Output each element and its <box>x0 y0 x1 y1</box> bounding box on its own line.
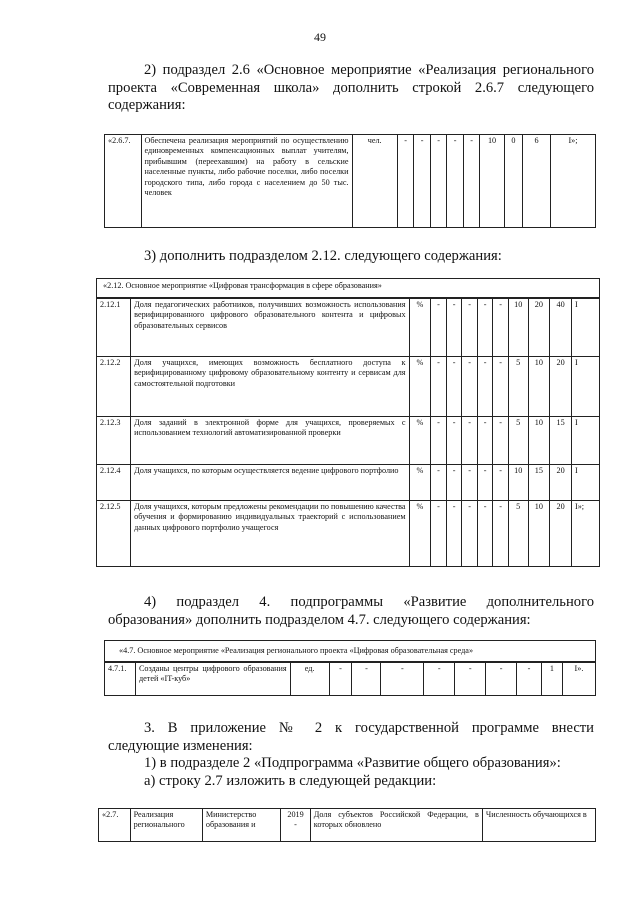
row-number: 2.12.4 <box>97 465 131 501</box>
row-value: - <box>329 663 352 696</box>
paragraph-appendix-2 <box>108 720 594 790</box>
row-period-end: - <box>294 820 297 830</box>
row-unit: % <box>409 357 431 417</box>
row-value: - <box>431 465 447 501</box>
row-unit: % <box>409 299 431 357</box>
table-row <box>97 357 600 417</box>
row-value: - <box>462 357 478 417</box>
table-2-12 <box>96 298 600 567</box>
row-executor: Министерство образования и <box>202 809 280 842</box>
row-value: - <box>424 663 455 696</box>
row-name: Реализация регионального <box>130 809 202 842</box>
row-period-start: 2019 <box>287 810 304 819</box>
table-4-7 <box>104 662 596 696</box>
row-value: - <box>493 501 509 567</box>
row-value: 10 <box>508 465 528 501</box>
row-number: 2.12.5 <box>97 501 131 567</box>
row-description: Доля учащихся, по которым осуществляется ведение цифрового портфолио <box>131 465 409 501</box>
row-value: 10 <box>528 357 550 417</box>
table-row <box>99 809 596 842</box>
table-row-2-6-7 <box>104 134 596 228</box>
row-value: - <box>430 135 447 228</box>
table-row <box>97 465 600 501</box>
row-unit: % <box>409 417 431 465</box>
row-value: 20 <box>550 357 572 417</box>
row-description: Доля заданий в электронной форме для учащихся, проверяемых с использованием технологий автоматизированной проверки <box>131 417 409 465</box>
para4-line-1: 3. В приложение № 2 к государственной программе внести <box>144 720 594 736</box>
para1-line-3: содержания: <box>108 97 186 114</box>
row-number: «2.6.7. <box>105 135 142 228</box>
para4-line-3: 1) в подразделе 2 «Подпрограмма «Развитие общего образования»: <box>144 755 561 772</box>
row-value: - <box>463 135 480 228</box>
row-value: - <box>414 135 431 228</box>
row-unit: % <box>409 501 431 567</box>
row-value: - <box>446 501 462 567</box>
row-value: 1 <box>542 663 563 696</box>
row-number: «2.7. <box>99 809 131 842</box>
row-number: 2.12.3 <box>97 417 131 465</box>
row-value: - <box>517 663 542 696</box>
row-value: 20 <box>528 299 550 357</box>
row-value: - <box>493 357 509 417</box>
paragraph-add-2-12: 3) дополнить подразделом 2.12. следующего содержания: <box>144 248 502 264</box>
row-value: - <box>462 299 478 357</box>
row-value: 5 <box>508 357 528 417</box>
row-value: 10 <box>508 299 528 357</box>
row-value: 10 <box>528 501 550 567</box>
table-row <box>97 501 600 567</box>
row-description: Обеспечена реализация мероприятий по осуществлению единовременных компенсационных выплат учителям, прибывшим (переехавшим) на работу в сельские населенные пункты, либо рабочие поселки, либо поселки городского типа, либо города с населением до 50 тыс. человек <box>141 135 352 228</box>
row-value: - <box>493 417 509 465</box>
row-value: - <box>477 299 493 357</box>
row-value: - <box>431 417 447 465</box>
row-value: - <box>446 357 462 417</box>
row-value: 10 <box>528 417 550 465</box>
row-value: - <box>462 501 478 567</box>
table-row <box>97 299 600 357</box>
row-value: - <box>446 299 462 357</box>
row-unit: ед. <box>290 663 329 696</box>
row-unit: % <box>409 465 431 501</box>
table-2-7 <box>98 808 596 842</box>
row-value: - <box>431 299 447 357</box>
row-end-marker: I <box>571 299 599 357</box>
row-number: 4.7.1. <box>105 663 136 696</box>
table-2-12-header: «2.12. Основное мероприятие «Цифровая трансформация в сфере образования» <box>96 278 600 298</box>
row-end-marker: I <box>571 357 599 417</box>
paragraph-subsection-4 <box>108 594 594 629</box>
row-value: - <box>477 465 493 501</box>
row-value: 0 <box>504 135 522 228</box>
page-number: 49 <box>314 30 326 44</box>
row-period <box>281 809 311 842</box>
row-value: - <box>397 135 414 228</box>
row-value: - <box>493 299 509 357</box>
row-end-marker: I <box>571 417 599 465</box>
row-value: 20 <box>550 501 572 567</box>
row-description: Доля учащихся, имеющих возможность бесплатного доступа к верифицированному цифровому образовательному контенту и сервисам для самостоятельной подготовки <box>131 357 409 417</box>
para1-line-1: 2) подраздел 2.6 «Основное мероприятие «Реализация регионального <box>144 62 594 78</box>
row-value: - <box>455 663 486 696</box>
row-unit: чел. <box>352 135 397 228</box>
row-description: Доля педагогических работников, получивших возможность использования верифицированного цифрового образовательного контента и цифровых образовательных сервисов <box>131 299 409 357</box>
row-value: - <box>352 663 381 696</box>
para4-line-4: а) строку 2.7 изложить в следующей редакции: <box>144 772 437 789</box>
para3-line-2: образования» дополнить подразделом 4.7. следующего содержания: <box>108 611 531 628</box>
row-value: 15 <box>528 465 550 501</box>
row-value: - <box>431 501 447 567</box>
row-number: 2.12.1 <box>97 299 131 357</box>
row-value: - <box>462 465 478 501</box>
row-target: Численность обучающихся в <box>482 809 595 842</box>
row-value: - <box>486 663 517 696</box>
paragraph-subsection-2-6 <box>108 62 594 115</box>
row-value: - <box>447 135 464 228</box>
para1-line-2: проекта «Современная школа» дополнить строкой 2.6.7 следующего <box>108 79 594 96</box>
row-value: 5 <box>508 501 528 567</box>
row-number: 2.12.2 <box>97 357 131 417</box>
table-4-7-header: «4.7. Основное мероприятие «Реализация регионального проекта «Цифровая образовательная среда» <box>104 640 596 662</box>
table-row <box>97 417 600 465</box>
para3-line-1: 4) подраздел 4. подпрограммы «Развитие дополнительного <box>144 594 594 610</box>
row-value: 10 <box>480 135 504 228</box>
row-end-marker: I»; <box>551 135 596 228</box>
para4-line-2: следующие изменения: <box>108 737 253 754</box>
row-value: - <box>462 417 478 465</box>
row-end-marker: I <box>571 465 599 501</box>
row-value: - <box>446 417 462 465</box>
row-value: - <box>477 417 493 465</box>
row-value: - <box>381 663 424 696</box>
row-value: - <box>477 357 493 417</box>
table-row <box>105 663 596 696</box>
row-description: Доля учащихся, которым предложены рекомендации по повышению качества обучения и формированию индивидуальных траекторий с использованием данных цифрового портфолио учащегося <box>131 501 409 567</box>
row-value: 40 <box>550 299 572 357</box>
row-end-marker: I»; <box>571 501 599 567</box>
row-description: Созданы центры цифрового образования детей «IT-куб» <box>135 663 290 696</box>
row-value: - <box>431 357 447 417</box>
row-value: 5 <box>508 417 528 465</box>
row-value: - <box>477 501 493 567</box>
row-end-marker: I». <box>562 663 595 696</box>
row-value: 15 <box>550 417 572 465</box>
row-value: 20 <box>550 465 572 501</box>
row-value: - <box>446 465 462 501</box>
row-indicator: Доля субъектов Российской Федерации, в которых обновлено <box>310 809 482 842</box>
row-value: 6 <box>523 135 551 228</box>
row-value: - <box>493 465 509 501</box>
